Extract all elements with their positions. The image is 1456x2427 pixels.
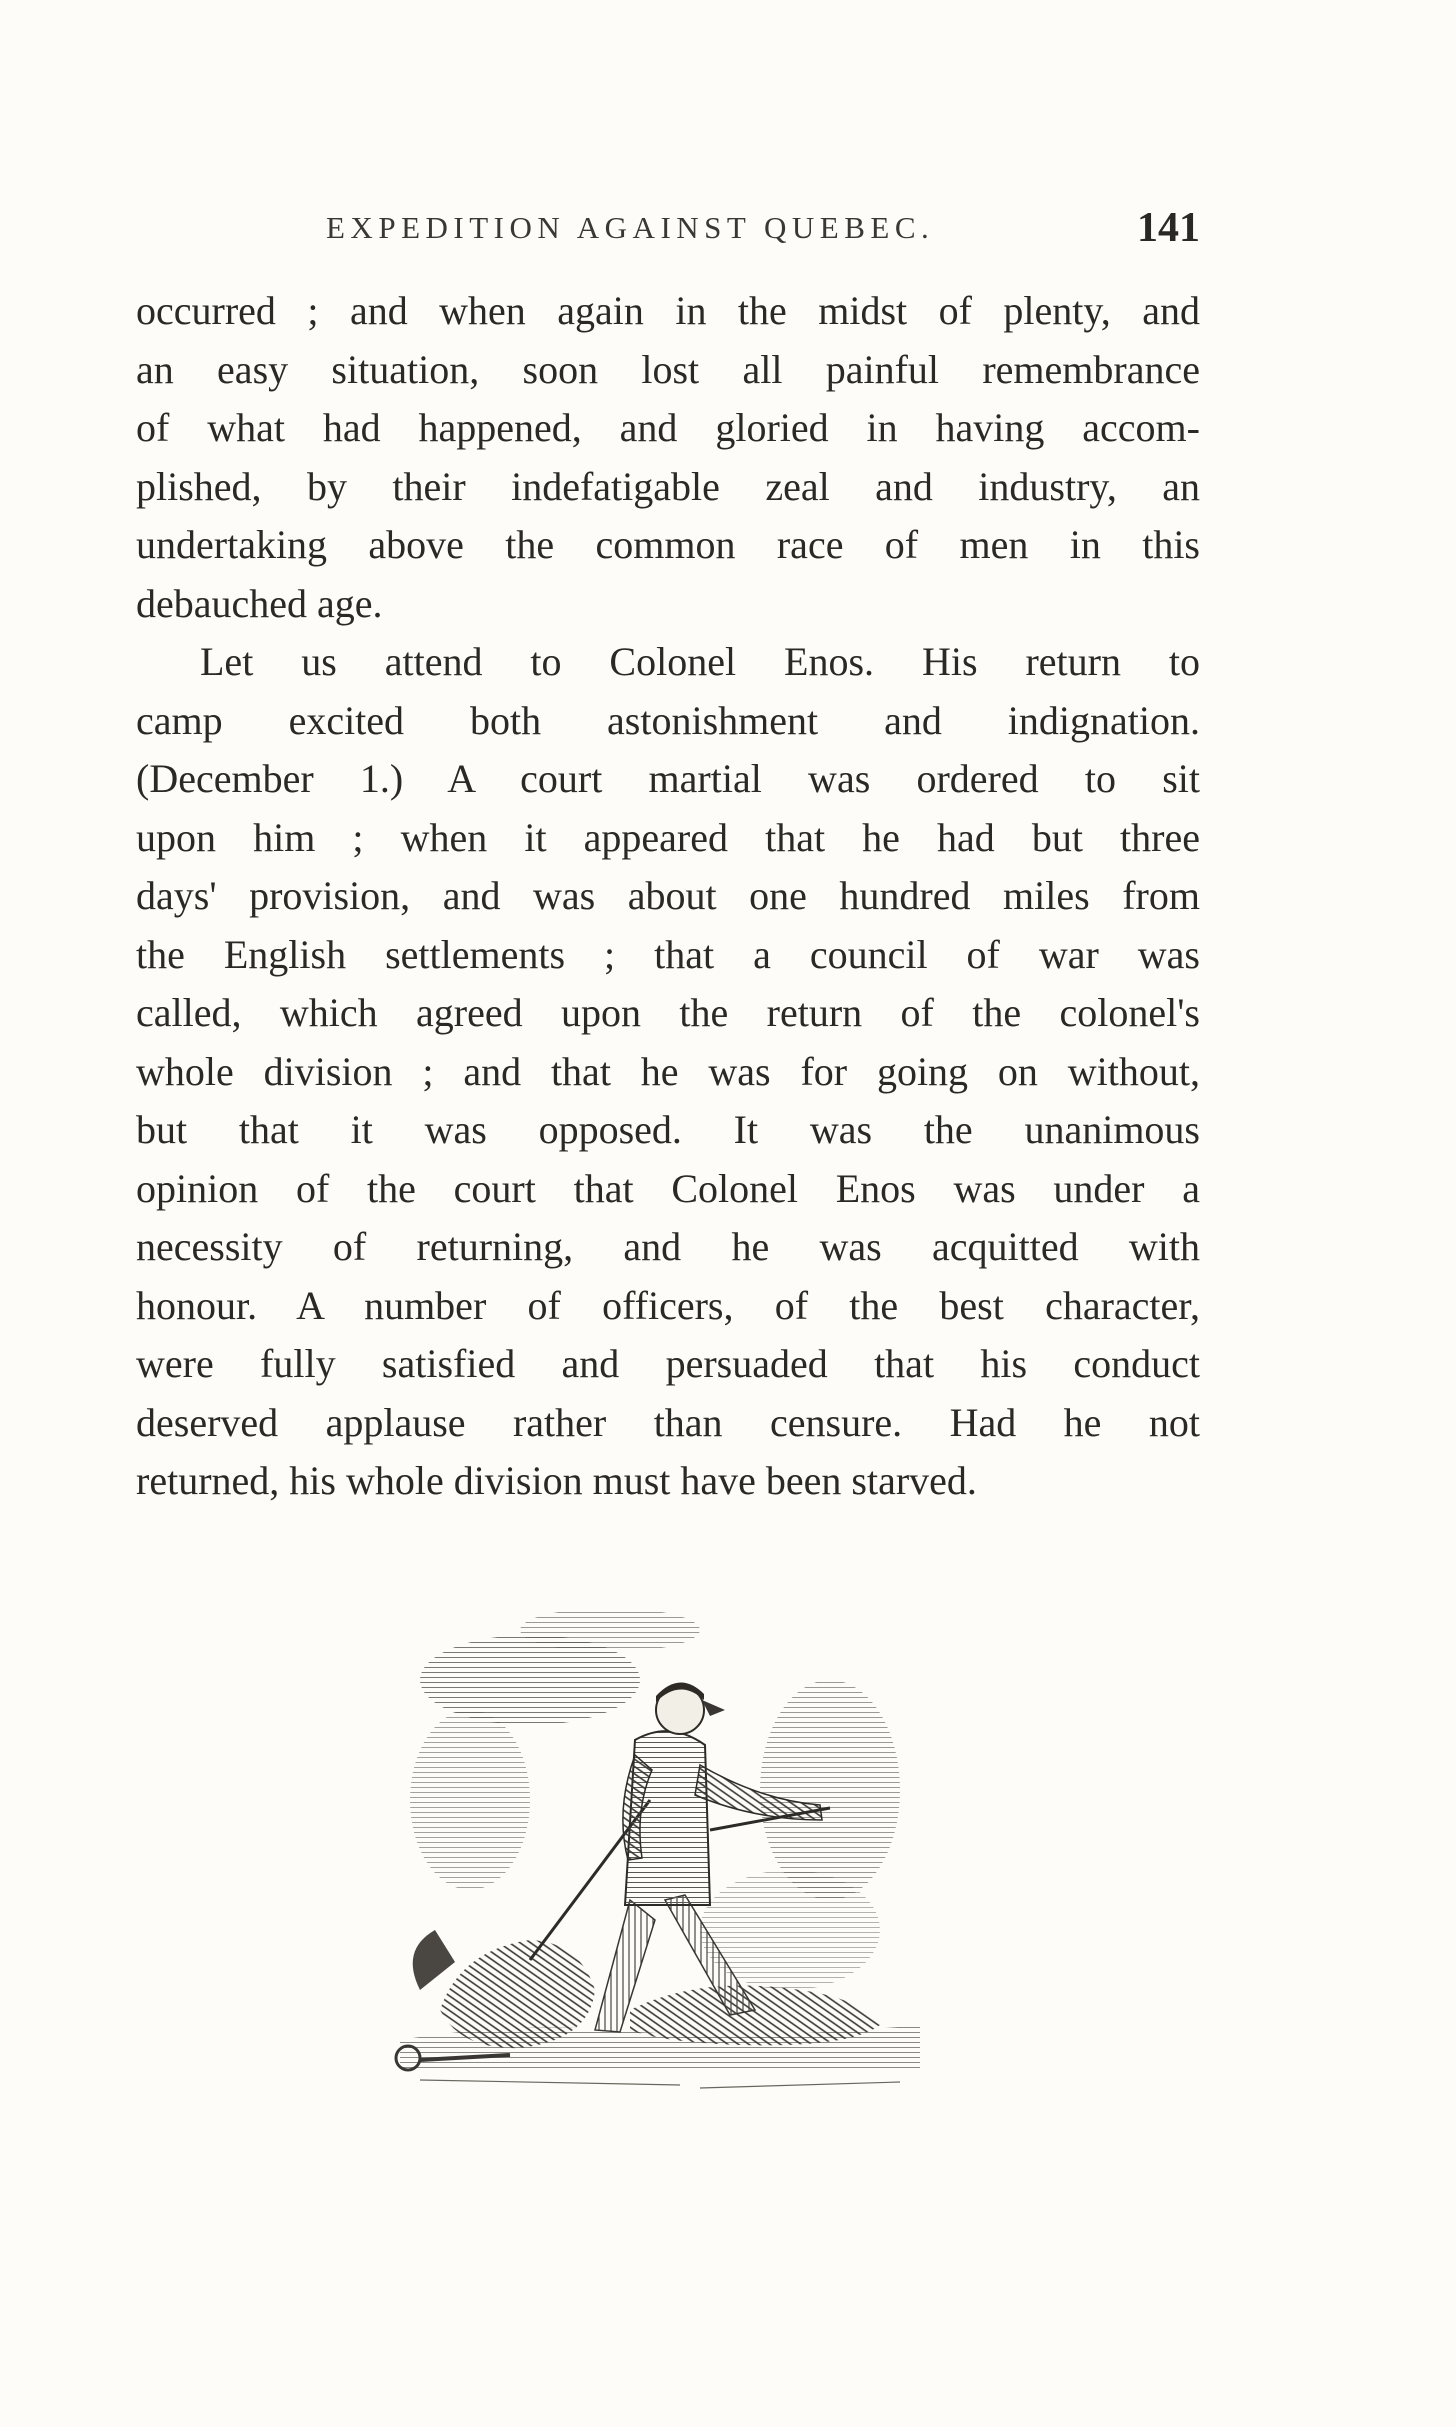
text-line: necessity of returning, and he was acquitted with (136, 1224, 1200, 1269)
text-line: of what had happened, and gloried in having accom- (136, 405, 1200, 450)
text-line: whole division ; and that he was for going on without, (136, 1048, 1200, 1094)
page-number: 141 (1137, 205, 1200, 251)
paragraph-end-line: debauched age. (136, 580, 383, 626)
text-line: opinion of the court that Colonel Enos was under a (136, 1165, 1200, 1211)
text-line: (December 1.) A court martial was ordered to sit (136, 756, 1200, 801)
paragraph-start-line: Let us attend to Colonel Enos. His return to (200, 639, 1200, 684)
text-line: the English settlements ; that a council of war was (136, 931, 1200, 977)
text-line: undertaking above the common race of men in this (136, 522, 1200, 567)
paragraph-end-line: returned, his whole division must have been starved. (136, 1458, 977, 1503)
running-title: EXPEDITION AGAINST QUEBEC. (326, 210, 935, 245)
text-line: upon him ; when it appeared that he had but three (136, 814, 1200, 860)
body-text (136, 282, 1200, 1511)
text-line: an easy situation, soon lost all painful remembrance (136, 346, 1200, 392)
text-line: were fully satisfied and persuaded that his conduct (136, 1341, 1200, 1386)
text-line: camp excited both astonishment and indignation. (136, 697, 1200, 743)
engraving-illustration (380, 1570, 940, 2130)
text-line: occurred ; and when again in the midst of plenty, and (136, 288, 1200, 333)
running-head (136, 206, 1200, 254)
text-line: plished, by their indefatigable zeal and industry, an (136, 463, 1200, 509)
text-line: called, which agreed upon the return of the colonel's (136, 990, 1200, 1035)
text-line: but that it was opposed. It was the unanimous (136, 1107, 1200, 1152)
text-line: days' provision, and was about one hundred miles from (136, 873, 1200, 918)
soldier-dragging-sled-icon (380, 1570, 940, 2130)
text-line: deserved applause rather than censure. Had he not (136, 1399, 1200, 1445)
text-line: honour. A number of officers, of the best character, (136, 1282, 1200, 1328)
